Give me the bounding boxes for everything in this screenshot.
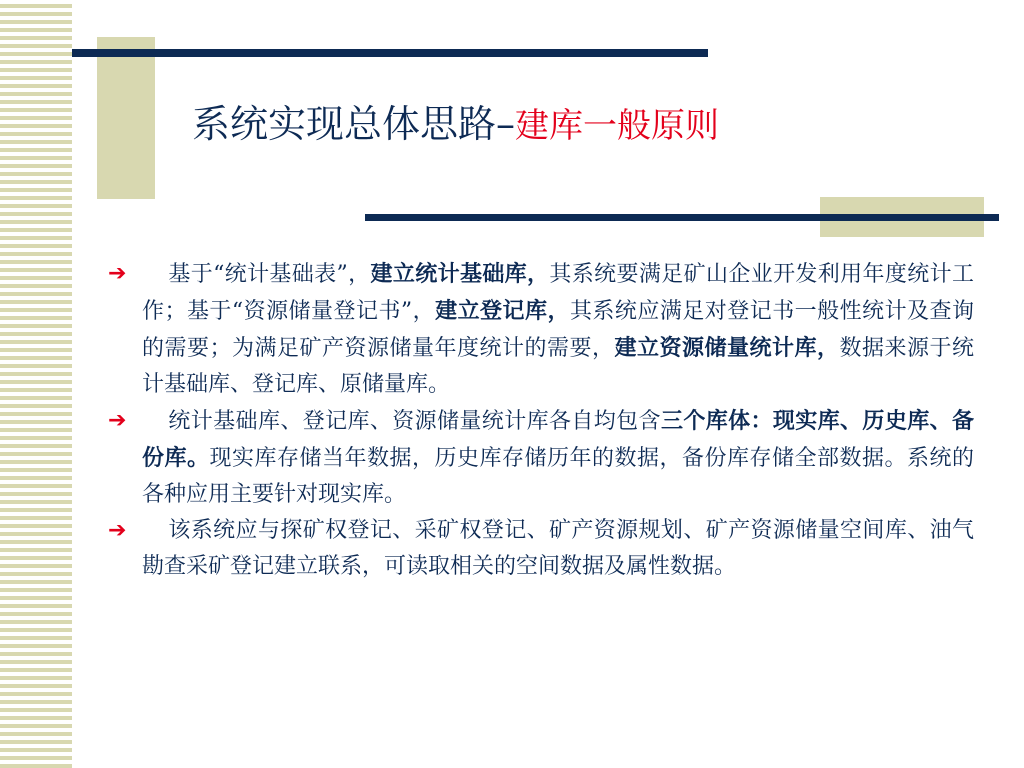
slide-title xyxy=(192,102,720,146)
tan-accent-block-left xyxy=(97,37,155,199)
right-arrow-icon: ➔ xyxy=(108,518,127,543)
bullet-text: 其系统要满足矿山企业开发利用年度统计工作；基于“资源储量登记书”， xyxy=(142,262,974,324)
title-rule-bottom xyxy=(365,214,999,221)
title-dash: – xyxy=(496,102,516,146)
bullet-text: 数据来源于统计基础库、登记库、原储量库。 xyxy=(142,336,974,397)
title-rule-top xyxy=(72,49,708,57)
bullet-item xyxy=(108,513,974,585)
striped-side-decoration xyxy=(0,0,72,768)
right-arrow-icon: ➔ xyxy=(108,408,127,433)
bullet-item xyxy=(108,403,974,513)
bullet-bold-text: 建立统计基础库， xyxy=(370,261,550,287)
bullet-list xyxy=(108,256,974,585)
bullet-text: 统计基础库、登记库、资源储量统计库各自均包含 xyxy=(168,409,661,434)
bullet-text: 现实库存储当年数据，历史库存储历年的数据，备份库存储全部数据。系统的各种应用主要针对现实库。 xyxy=(142,446,974,507)
bullet-text: 基于“统计基础表”， xyxy=(168,262,371,287)
title-main-text: 系统实现总体思路 xyxy=(192,102,497,146)
bullet-bold-text: 建立登记库， xyxy=(435,298,570,324)
title-sub-text: 建库一般原则 xyxy=(515,106,720,146)
bullet-text: 其系统应满足对登记书一般性统计及查询的需要；为满足矿产资源储量年度统计的需要， xyxy=(142,299,974,361)
bullet-text: 该系统应与探矿权登记、采矿权登记、矿产资源规划、矿产资源储量空间库、油气勘查采矿登记建立联系，可读取相关的空间数据及属性数据。 xyxy=(142,518,974,579)
bullet-bold-text: 三个库体：现实库、历史库、备份库。 xyxy=(142,408,974,471)
bullet-bold-text: 建立资源储量统计库， xyxy=(614,335,840,361)
right-arrow-icon: ➔ xyxy=(108,261,127,286)
bullet-item xyxy=(108,256,974,403)
